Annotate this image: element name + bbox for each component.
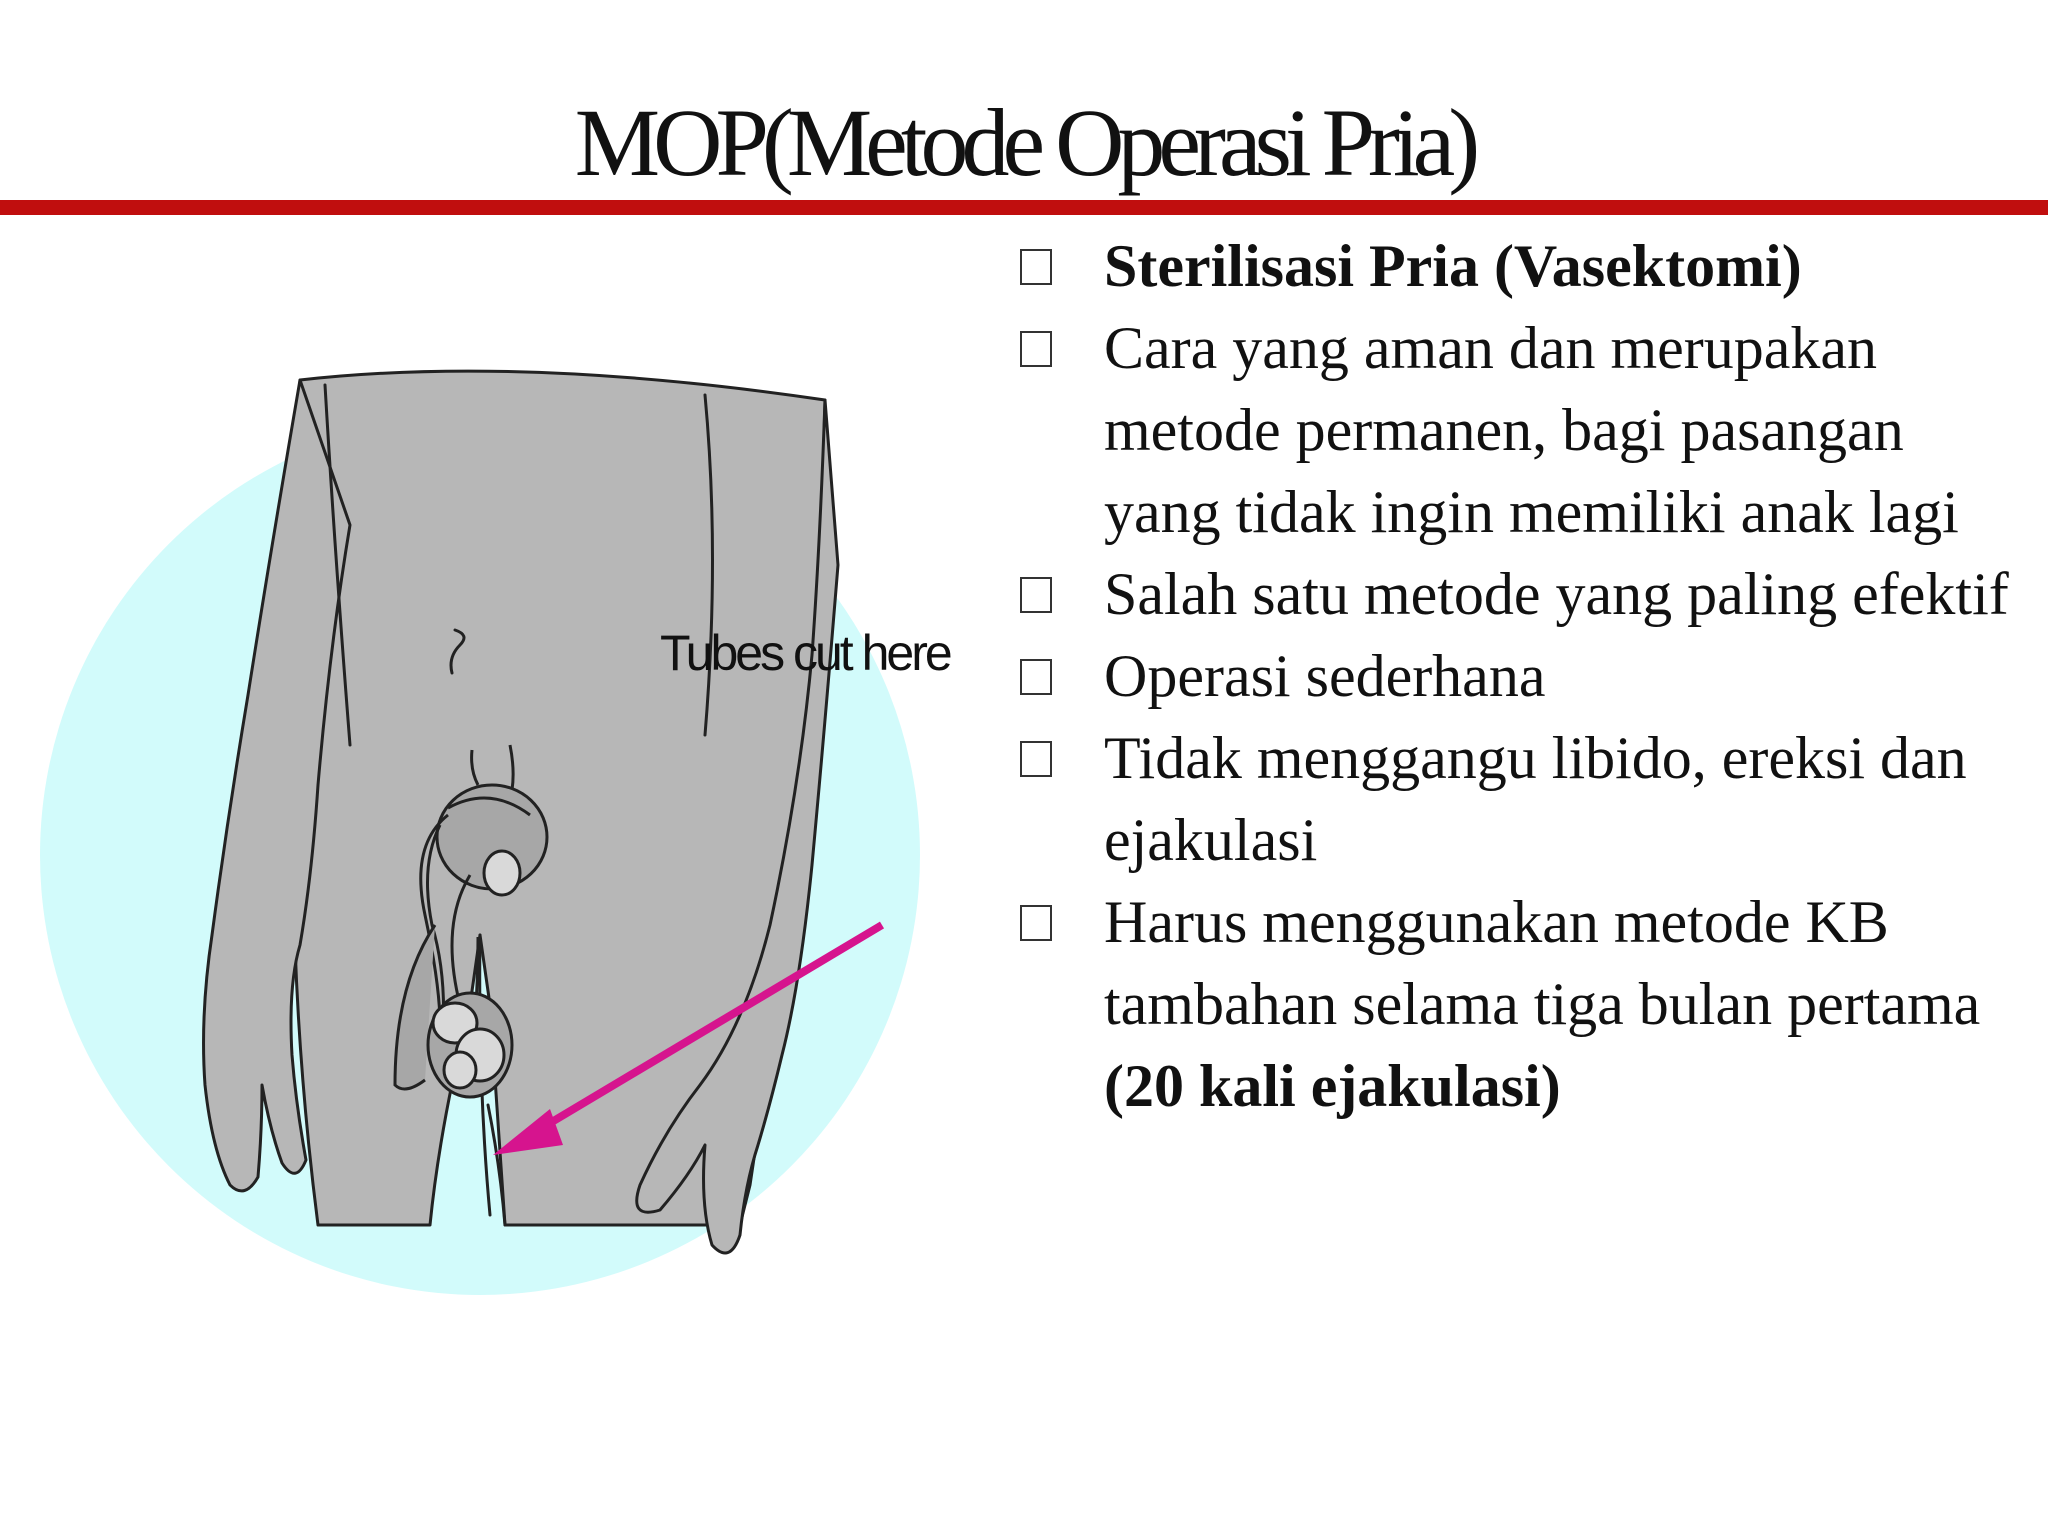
- bullet-list: [1010, 225, 2020, 1127]
- bullet-item: [1010, 225, 2020, 307]
- bullet-text: Cara yang aman dan merupakan metode permanen, bagi pasangan yang tidak ingin memiliki anak lagi: [1104, 315, 1959, 545]
- vasectomy-illustration: [0, 225, 1000, 1305]
- bullet-text-bold: (20 kali ejakulasi): [1104, 1053, 1561, 1119]
- bullet-box-icon: [1020, 659, 1052, 695]
- bullet-box-icon: [1020, 331, 1052, 367]
- slide-title: MOP(Metode Operasi Pria): [574, 89, 1474, 196]
- bullet-box-icon: [1020, 741, 1052, 777]
- bullet-item: [1010, 553, 2020, 635]
- bullet-item: [1010, 635, 2020, 717]
- bullet-text: Harus menggunakan metode KB tambahan selama tiga bulan pertama: [1104, 889, 1981, 1037]
- bullet-item: [1010, 881, 2020, 1127]
- title-divider: [0, 200, 2048, 215]
- bullet-box-icon: [1020, 249, 1052, 285]
- bullet-item: [1010, 307, 2020, 553]
- bullet-item: [1010, 717, 2020, 881]
- bullet-text: Sterilisasi Pria (Vasektomi): [1104, 233, 1802, 299]
- bullet-text: Tidak menggangu libido, ereksi dan ejakulasi: [1104, 725, 1967, 873]
- bullet-text: Salah satu metode yang paling efektif: [1104, 561, 2009, 627]
- bullet-box-icon: [1020, 905, 1052, 941]
- bullet-text: Operasi sederhana: [1104, 643, 1546, 709]
- bullet-box-icon: [1020, 577, 1052, 613]
- annotation-label: Tubes cut here: [660, 625, 950, 681]
